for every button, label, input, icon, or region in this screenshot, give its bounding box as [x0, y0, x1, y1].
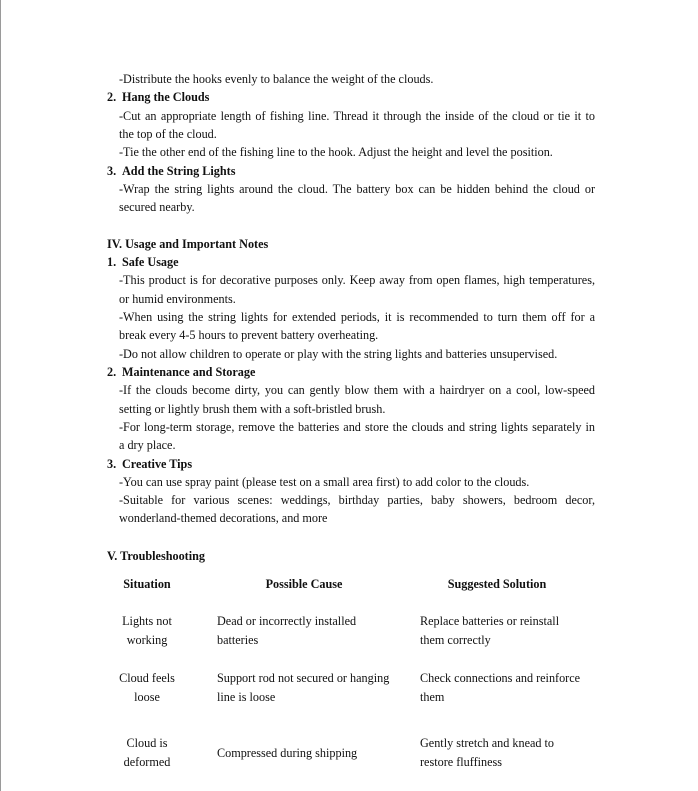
section-heading-troubleshooting: V. Troubleshooting — [107, 549, 205, 563]
subsection-heading-maintenance — [107, 364, 255, 380]
step-number: 2. — [107, 90, 117, 104]
table-cell-cause: Compressed during shipping — [217, 746, 358, 760]
table-header-solution: Suggested Solution — [447, 577, 547, 591]
paragraph-line: -Distribute the hooks evenly to balance the weight of the clouds. — [119, 72, 434, 86]
step-number: 3. — [107, 457, 117, 471]
paragraph-line: -Tie the other end of the fishing line to the hook. Adjust the height and level the position. — [119, 145, 553, 159]
table-cell-cause: Support rod not secured or hanging line is loose — [217, 671, 390, 704]
paragraph-line: break every 4-5 hours to prevent battery overheating. — [119, 328, 379, 342]
step-heading-string-lights — [107, 163, 235, 179]
paragraph-line: setting or lightly brush them with a soft-bristled brush. — [119, 402, 386, 416]
paragraph-line: or humid environments. — [119, 292, 236, 306]
table-cell-solution: Check connections and reinforce them — [420, 671, 581, 704]
step-number: 1. — [107, 255, 117, 269]
step-number: 3. — [107, 164, 117, 178]
paragraph-line: -Do not allow children to operate or play with the string lights and batteries unsupervised. — [119, 347, 558, 361]
table-header-cause: Possible Cause — [265, 577, 343, 591]
paragraph-line: -This product is for decorative purposes only. Keep away from open flames, high temperatures, — [119, 273, 595, 287]
subsection-heading-safe-usage — [107, 254, 179, 270]
step-number: 2. — [107, 365, 117, 379]
step-title: Hang the Clouds — [122, 90, 210, 104]
table-cell-situation: Cloud is deformed — [123, 736, 171, 769]
step-title: Add the String Lights — [122, 164, 236, 178]
step-title: Creative Tips — [122, 457, 193, 471]
paragraph-line: -Wrap the string lights around the cloud. The battery box can be hidden behind the cloud or — [119, 182, 595, 196]
paragraph-line: secured nearby. — [119, 200, 195, 214]
paragraph-line: -If the clouds become dirty, you can gently blow them with a hairdryer on a cool, low-speed — [119, 383, 595, 397]
paragraph-line: -Cut an appropriate length of fishing line. Thread it through the inside of the cloud or tie it to — [119, 109, 595, 123]
paragraph-line: wonderland-themed decorations, and more — [119, 511, 328, 525]
paragraph-line: -Suitable for various scenes: weddings, birthday parties, baby showers, bedroom decor, — [119, 493, 595, 507]
step-title: Safe Usage — [122, 255, 179, 269]
paragraph-line: the top of the cloud. — [119, 127, 217, 141]
section-heading-usage: IV. Usage and Important Notes — [107, 237, 269, 251]
subsection-heading-creative-tips — [107, 456, 192, 472]
paragraph-line: -For long-term storage, remove the batteries and store the clouds and string lights separately in — [119, 420, 595, 434]
paragraph-line: -When using the string lights for extended periods, it is recommended to turn them off for a — [119, 310, 595, 324]
table-header-situation: Situation — [123, 577, 171, 591]
step-heading-hang-clouds — [107, 89, 209, 105]
table-cell-cause: Dead or incorrectly installed batteries — [217, 614, 357, 647]
paragraph-line: a dry place. — [119, 438, 176, 452]
table-cell-solution: Gently stretch and knead to restore fluffiness — [420, 736, 555, 769]
table-cell-situation: Lights not working — [122, 614, 172, 647]
table-cell-situation: Cloud feels loose — [119, 671, 175, 704]
step-title: Maintenance and Storage — [122, 365, 256, 379]
paragraph-line: -You can use spray paint (please test on a small area first) to add color to the clouds. — [119, 475, 530, 489]
table-cell-solution: Replace batteries or reinstall them correctly — [420, 614, 560, 647]
